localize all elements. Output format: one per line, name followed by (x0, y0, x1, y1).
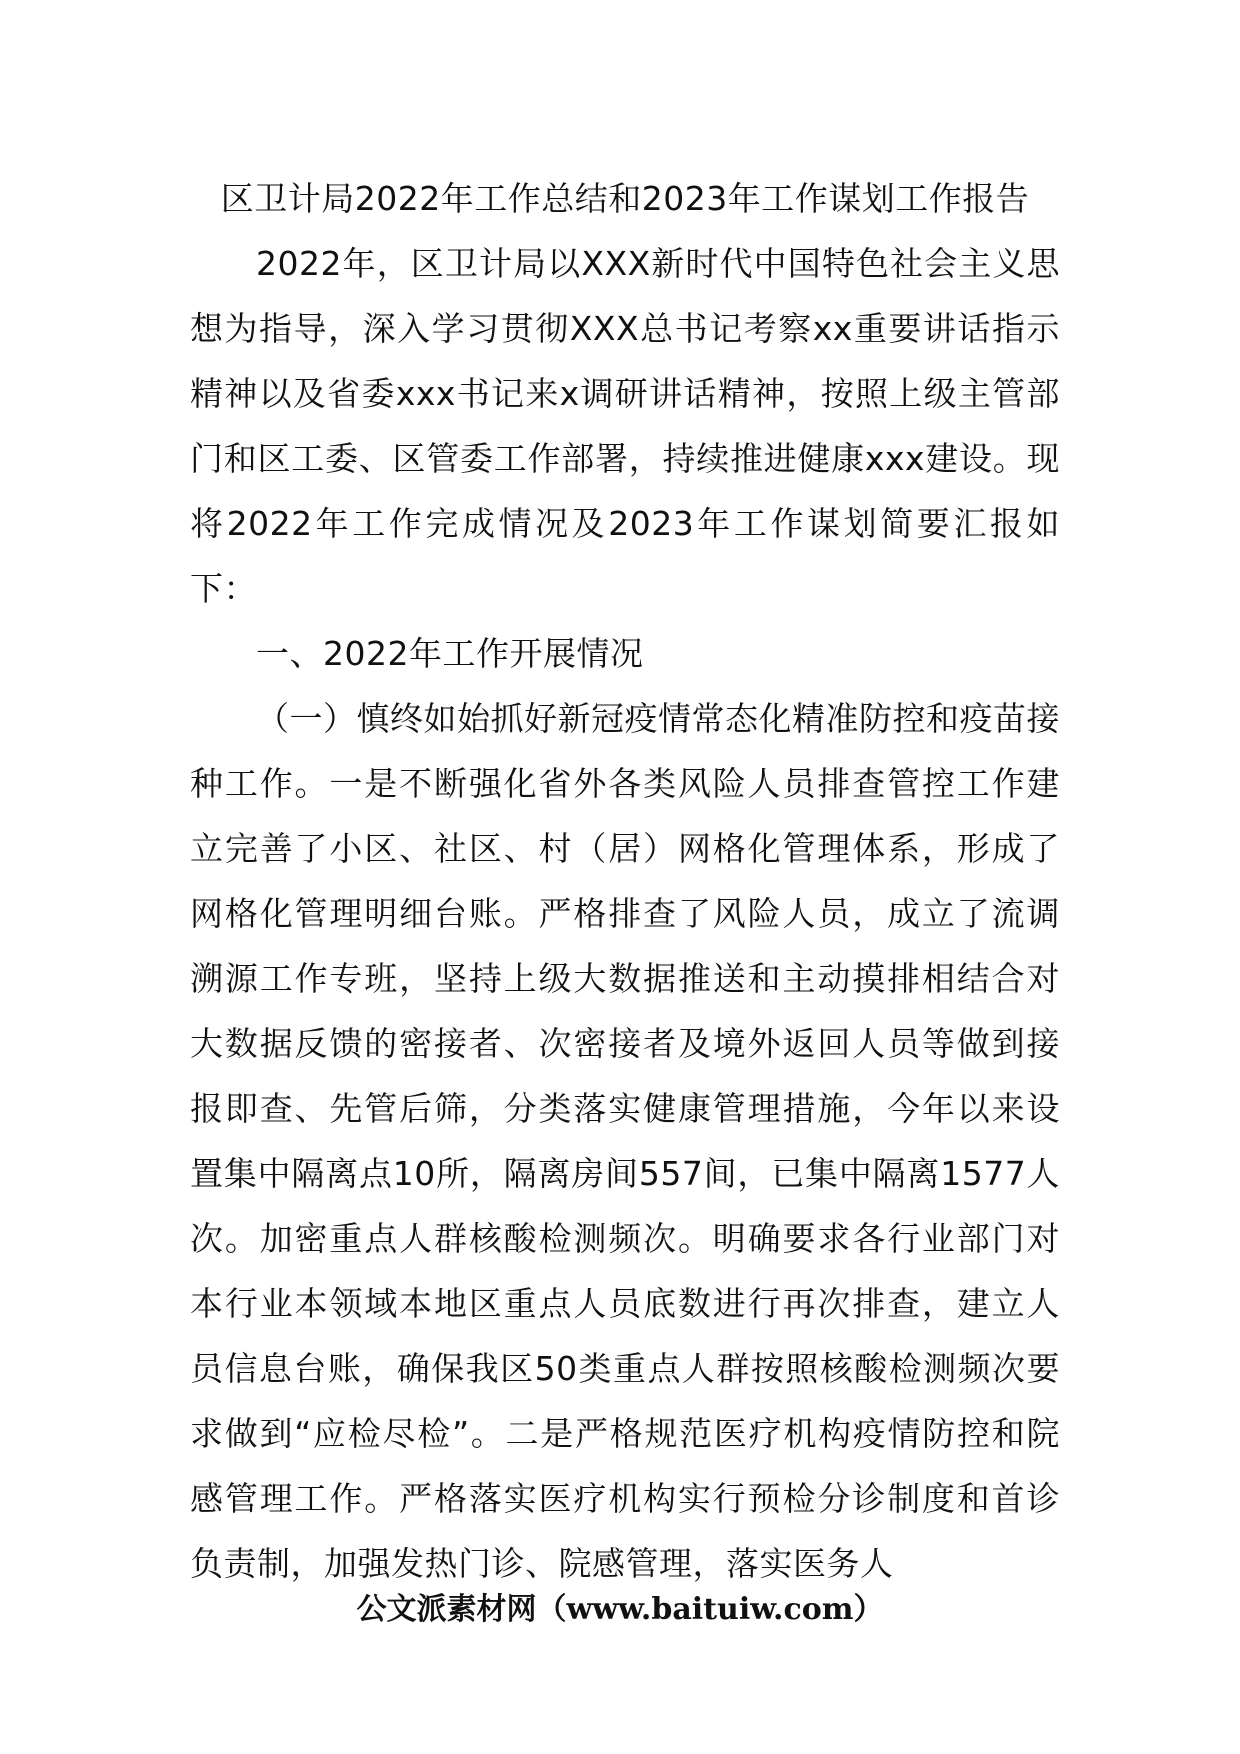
footer-watermark: 公文派素材网（www.baituiw.com） (356, 1592, 884, 1627)
section-paragraph: （一）慎终如始抓好新冠疫情常态化精准防控和疫苗接种工作。一是不断强化省外各类风险人员排查管控工作建立完善了小区、社区、村（居）网格化管理体系，形成了网格化管理明细台账。严格排查了风险人员，成立了流调溯源工作专班，坚持上级大数据推送和主动摸排相结合对大数据反馈的密接者、次密接者及境外返回人员等做到接报即查、先管后筛，分类落实健康管理措施，今年以来设置集中隔离点10所，隔离房间557间，已集中隔离1577人次。加密重点人群核酸检测频次。明确要求各行业部门对本行业本领域本地区重点人员底数进行再次排查，建立人员信息台账，确保我区50类重点人群按照核酸检测频次要求做到“应检尽检”。二是严格规范医疗机构疫情防控和院感管理工作。严格落实医疗机构实行预检分诊制度和首诊负责制，加强发热门诊、院感管理，落实医务人 (190, 699, 1060, 1583)
document-body (190, 166, 1060, 1596)
section-heading: 一、2022年工作开展情况 (256, 634, 644, 673)
intro-paragraph: 2022年，区卫计局以XXX新时代中国特色社会主义思想为指导，深入学习贯彻XXX总书记考察xx重要讲话指示精神以及省委xxx书记来x调研讲话精神，按照上级主管部门和区工委、区管委工作部署，持续推进健康xxx建设。现将2022年工作完成情况及2023年工作谋划简要汇报如下： (190, 244, 1060, 608)
document-title: 区卫计局2022年工作总结和2023年工作谋划工作报告 (220, 179, 1030, 218)
